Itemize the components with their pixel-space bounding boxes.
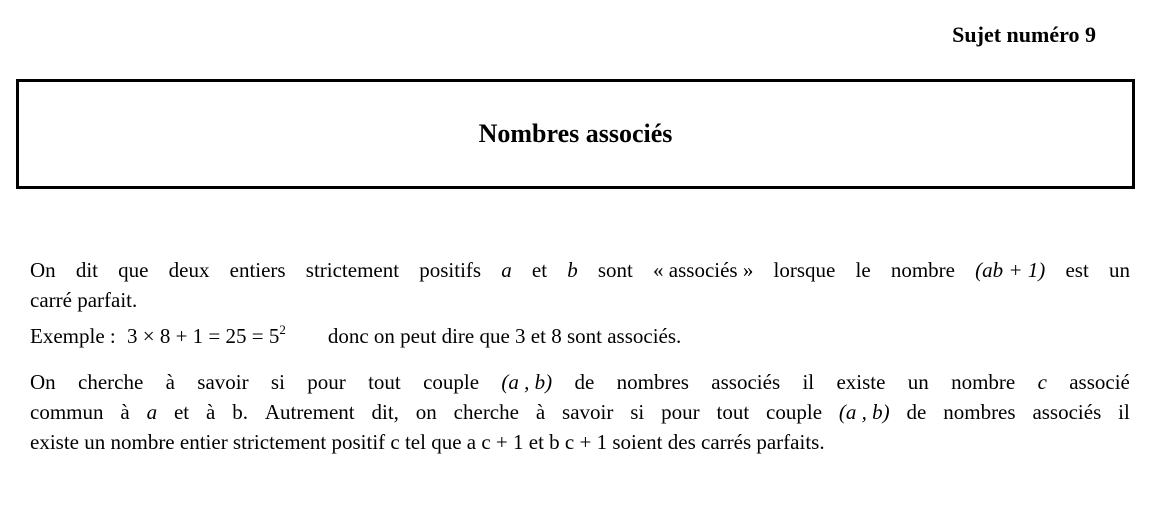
- word: lorsque: [773, 258, 836, 282]
- expression-ab-plus-1: (ab + 1): [975, 258, 1046, 282]
- word: à: [120, 400, 130, 424]
- word: « associés »: [653, 258, 754, 282]
- paragraph2-line2: [30, 397, 1130, 427]
- word: associé: [1069, 370, 1130, 394]
- word: on: [415, 400, 437, 424]
- example-conclusion: donc on peut dire que 3 et 8 sont associés.: [327, 324, 682, 348]
- word: nombre: [890, 258, 955, 282]
- word: cherche: [453, 400, 519, 424]
- word: pour: [661, 400, 700, 424]
- word: couple: [766, 400, 823, 424]
- example-label: Exemple :: [30, 324, 116, 348]
- word: existe: [836, 370, 886, 394]
- word: est: [1065, 258, 1089, 282]
- paragraph2-line3: existe un nombre entier strictement positif c tel que a c + 1 et b c + 1 soient des carrés parfaits.: [30, 430, 825, 454]
- document-body: [30, 255, 1130, 457]
- word: nombre: [951, 370, 1016, 394]
- variable-b: b: [567, 258, 578, 282]
- word: de: [906, 400, 927, 424]
- word: le: [855, 258, 871, 282]
- word: si: [270, 370, 285, 394]
- word: et: [173, 400, 190, 424]
- word: positifs: [419, 258, 482, 282]
- couple-a-b: (a , b): [501, 370, 553, 394]
- word: strictement: [305, 258, 400, 282]
- paragraph1-line1: [30, 255, 1130, 285]
- title-box: [16, 79, 1135, 189]
- word: que: [118, 258, 149, 282]
- word: couple: [423, 370, 480, 394]
- word: un: [907, 370, 929, 394]
- word: pour: [307, 370, 346, 394]
- word: à: [165, 370, 175, 394]
- paragraph2: [30, 367, 1130, 457]
- variable-a: a: [146, 400, 158, 424]
- word: tout: [368, 370, 401, 394]
- word: On: [30, 258, 56, 282]
- word: dit,: [371, 400, 399, 424]
- word: savoir: [562, 400, 614, 424]
- word: dit: [75, 258, 98, 282]
- variable-c: c: [1037, 370, 1047, 394]
- word: nombres: [616, 370, 689, 394]
- couple-a-b: (a , b): [838, 400, 890, 424]
- example-line: [30, 315, 1130, 351]
- word: On: [30, 370, 56, 394]
- word: b.: [232, 400, 248, 424]
- word: un: [1108, 258, 1130, 282]
- paragraph2-line1: [30, 367, 1130, 397]
- word: il: [1118, 400, 1130, 424]
- word: associés: [711, 370, 781, 394]
- page-title: Nombres associés: [478, 119, 673, 148]
- word: si: [630, 400, 645, 424]
- word: sont: [597, 258, 633, 282]
- word: tout: [716, 400, 750, 424]
- word: à: [205, 400, 216, 424]
- word: nombres: [943, 400, 1016, 424]
- word: deux: [168, 258, 210, 282]
- word: de: [574, 370, 595, 394]
- example-exponent: 2: [279, 322, 286, 337]
- word: savoir: [197, 370, 249, 394]
- word: Autrement: [264, 400, 355, 424]
- word: il: [802, 370, 815, 394]
- subject-number: Sujet numéro 9: [952, 22, 1096, 47]
- word: associés: [1032, 400, 1102, 424]
- paragraph1-line2: carré parfait.: [30, 288, 138, 312]
- example-equation: 3 × 8 + 1 = 25 = 5: [126, 324, 280, 348]
- word: et: [531, 258, 548, 282]
- word: à: [535, 400, 546, 424]
- word: commun: [30, 400, 104, 424]
- variable-a: a: [501, 258, 512, 282]
- word: entiers: [229, 258, 286, 282]
- word: cherche: [78, 370, 144, 394]
